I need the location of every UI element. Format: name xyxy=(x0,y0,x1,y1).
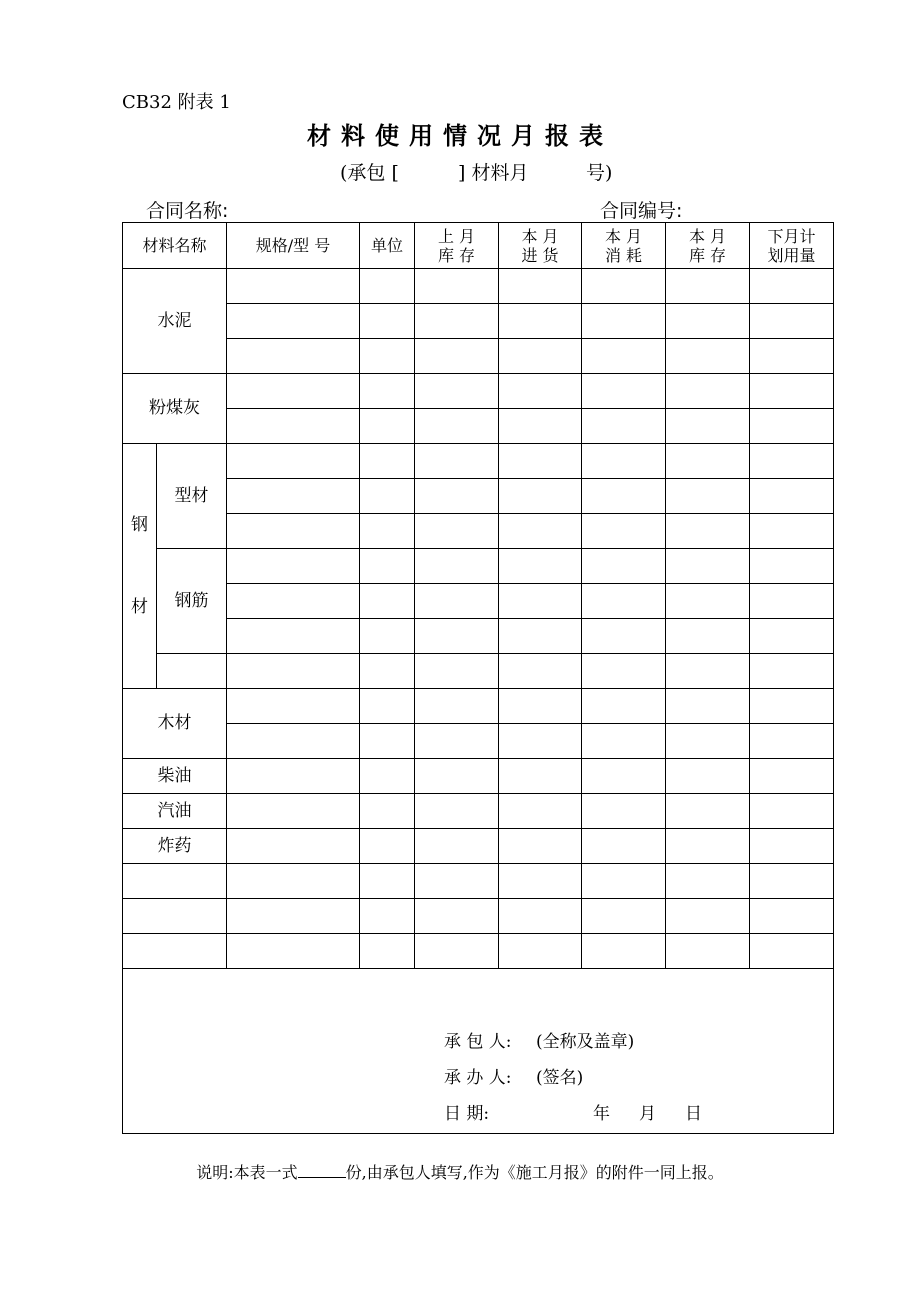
date-month[interactable]: 月 xyxy=(639,1104,656,1124)
table-row xyxy=(123,514,834,549)
form-code: CB32 附表 1 xyxy=(122,92,231,113)
contract-no-label: 合同编号: xyxy=(600,200,683,222)
table-cell[interactable] xyxy=(582,829,666,864)
table-cell[interactable] xyxy=(582,654,666,689)
table-cell[interactable] xyxy=(666,479,750,514)
table-row xyxy=(123,794,834,829)
table-cell[interactable] xyxy=(750,584,834,619)
material-steel-bottom: 材 xyxy=(131,597,148,617)
table-cell[interactable] xyxy=(499,864,582,899)
table-cell[interactable] xyxy=(415,269,499,304)
header-this-month-use-line1: 本 月 xyxy=(604,226,643,246)
table-cell[interactable] xyxy=(227,759,360,794)
table-cell[interactable] xyxy=(227,689,360,724)
date-label: 日 期: xyxy=(444,1104,490,1124)
material-steel xyxy=(123,444,157,689)
table-cell[interactable] xyxy=(499,934,582,969)
table-cell[interactable] xyxy=(227,409,360,444)
table-cell[interactable] xyxy=(666,269,750,304)
table-cell[interactable] xyxy=(360,549,415,584)
table-cell[interactable] xyxy=(360,829,415,864)
table-cell[interactable] xyxy=(582,269,666,304)
table-cell[interactable] xyxy=(666,304,750,339)
material-diesel: 柴油 xyxy=(123,759,227,794)
table-row xyxy=(123,864,834,899)
table-cell[interactable] xyxy=(666,864,750,899)
table-cell[interactable] xyxy=(227,584,360,619)
header-last-month-stock xyxy=(415,223,499,269)
header-this-month-in-line2: 进 货 xyxy=(521,245,559,265)
table-row xyxy=(123,304,834,339)
table-cell[interactable] xyxy=(227,829,360,864)
table-cell[interactable] xyxy=(750,444,834,479)
header-last-month-stock-line2: 库 存 xyxy=(437,245,476,265)
table-cell[interactable] xyxy=(415,339,499,374)
table-row xyxy=(123,619,834,654)
material-report-table xyxy=(122,222,834,1134)
table-cell[interactable] xyxy=(499,339,582,374)
header-unit: 单位 xyxy=(360,223,415,269)
table-cell[interactable] xyxy=(227,374,360,409)
table-cell[interactable] xyxy=(415,409,499,444)
subtitle-suffix: 号) xyxy=(586,162,613,184)
table-cell[interactable] xyxy=(360,374,415,409)
table-cell[interactable] xyxy=(750,549,834,584)
table-cell[interactable] xyxy=(227,549,360,584)
table-cell[interactable] xyxy=(360,864,415,899)
table-cell[interactable] xyxy=(360,269,415,304)
table-cell[interactable] xyxy=(360,689,415,724)
table-cell[interactable] xyxy=(499,549,582,584)
table-cell[interactable] xyxy=(360,619,415,654)
table-cell[interactable] xyxy=(415,899,499,934)
table-cell[interactable] xyxy=(750,374,834,409)
table-cell[interactable] xyxy=(360,409,415,444)
table-row xyxy=(123,654,834,689)
header-this-month-in-line1: 本 月 xyxy=(521,226,559,246)
date-day[interactable]: 日 xyxy=(685,1104,702,1124)
header-next-month-plan xyxy=(750,223,834,269)
page-title: 材料使用情况月报表 xyxy=(307,122,613,150)
table-cell[interactable] xyxy=(582,619,666,654)
table-row xyxy=(123,759,834,794)
table-cell[interactable] xyxy=(750,619,834,654)
table-row xyxy=(123,339,834,374)
table-cell[interactable] xyxy=(227,339,360,374)
table-cell[interactable] xyxy=(666,584,750,619)
header-this-month-stock xyxy=(666,223,750,269)
table-row xyxy=(123,829,834,864)
table-cell[interactable] xyxy=(499,304,582,339)
header-this-month-use-line2: 消 耗 xyxy=(604,245,643,265)
table-cell[interactable] xyxy=(666,899,750,934)
table-cell[interactable] xyxy=(360,759,415,794)
table-cell[interactable] xyxy=(582,409,666,444)
table-cell[interactable] xyxy=(415,514,499,549)
subtitle-close: ] 材料月 xyxy=(458,162,529,184)
table-row xyxy=(123,374,834,409)
table-cell[interactable] xyxy=(750,654,834,689)
table-cell[interactable] xyxy=(123,934,227,969)
table-cell[interactable] xyxy=(499,444,582,479)
table-cell[interactable] xyxy=(750,829,834,864)
table-cell[interactable] xyxy=(415,724,499,759)
material-explosive: 炸药 xyxy=(123,829,227,864)
table-cell[interactable] xyxy=(582,864,666,899)
copies-blank[interactable] xyxy=(298,1163,346,1178)
table-row xyxy=(123,724,834,759)
table-cell[interactable] xyxy=(415,829,499,864)
table-cell[interactable] xyxy=(666,724,750,759)
header-this-month-stock-line2: 库 存 xyxy=(688,245,727,265)
table-row xyxy=(123,269,834,304)
table-cell[interactable] xyxy=(415,689,499,724)
material-flyash: 粉煤灰 xyxy=(123,374,227,444)
table-cell[interactable] xyxy=(415,759,499,794)
table-cell[interactable] xyxy=(582,899,666,934)
table-cell[interactable] xyxy=(666,654,750,689)
table-cell[interactable] xyxy=(750,479,834,514)
table-cell[interactable] xyxy=(360,479,415,514)
table-cell[interactable] xyxy=(227,934,360,969)
table-cell[interactable] xyxy=(582,689,666,724)
table-cell[interactable] xyxy=(227,304,360,339)
table-cell[interactable] xyxy=(499,479,582,514)
header-material-name: 材料名称 xyxy=(123,223,227,269)
table-cell[interactable] xyxy=(360,654,415,689)
table-cell[interactable] xyxy=(750,269,834,304)
table-cell[interactable] xyxy=(360,514,415,549)
table-cell[interactable] xyxy=(499,759,582,794)
header-this-month-use xyxy=(582,223,666,269)
material-section-steel: 型材 xyxy=(157,444,227,549)
table-cell[interactable] xyxy=(415,864,499,899)
table-cell[interactable] xyxy=(582,584,666,619)
table-cell[interactable] xyxy=(666,339,750,374)
material-rebar: 钢筋 xyxy=(157,549,227,654)
table-cell[interactable] xyxy=(666,689,750,724)
table-cell[interactable] xyxy=(415,304,499,339)
table-cell[interactable] xyxy=(582,339,666,374)
subtitle-open: (承包 [ xyxy=(340,162,399,184)
table-cell[interactable] xyxy=(750,864,834,899)
table-cell[interactable] xyxy=(582,934,666,969)
table-cell[interactable] xyxy=(360,794,415,829)
table-cell[interactable] xyxy=(360,934,415,969)
table-cell[interactable] xyxy=(750,759,834,794)
table-cell[interactable] xyxy=(750,409,834,444)
material-cement: 水泥 xyxy=(123,269,227,374)
material-gasoline: 汽油 xyxy=(123,794,227,829)
table-cell[interactable] xyxy=(227,514,360,549)
table-cell[interactable] xyxy=(415,934,499,969)
table-cell[interactable] xyxy=(750,514,834,549)
table-cell[interactable] xyxy=(360,724,415,759)
table-cell[interactable] xyxy=(123,864,227,899)
table-cell[interactable] xyxy=(666,934,750,969)
header-spec: 规格/型 号 xyxy=(227,223,360,269)
table-cell[interactable] xyxy=(582,444,666,479)
footnote-prefix: 说明:本表一式 xyxy=(196,1163,298,1182)
table-cell[interactable] xyxy=(750,724,834,759)
table-cell[interactable] xyxy=(227,794,360,829)
table-cell[interactable] xyxy=(499,794,582,829)
table-cell[interactable] xyxy=(499,899,582,934)
table-cell[interactable] xyxy=(415,584,499,619)
header-row xyxy=(123,223,834,269)
contractor-hint[interactable]: (全称及盖章) xyxy=(536,1032,635,1052)
table-cell[interactable] xyxy=(360,304,415,339)
table-cell[interactable] xyxy=(227,444,360,479)
table-cell[interactable] xyxy=(360,899,415,934)
table-cell[interactable] xyxy=(227,864,360,899)
table-cell[interactable] xyxy=(750,934,834,969)
table-cell[interactable] xyxy=(360,584,415,619)
table-cell[interactable] xyxy=(227,479,360,514)
table-cell[interactable] xyxy=(360,339,415,374)
table-cell[interactable] xyxy=(415,619,499,654)
signature-area xyxy=(123,969,834,1134)
table-row xyxy=(123,479,834,514)
table-cell[interactable] xyxy=(499,619,582,654)
table-row xyxy=(123,689,834,724)
table-cell[interactable] xyxy=(666,549,750,584)
table-cell[interactable] xyxy=(666,374,750,409)
table-cell[interactable] xyxy=(415,444,499,479)
table-cell[interactable] xyxy=(499,269,582,304)
material-timber: 木材 xyxy=(123,689,227,759)
table-cell[interactable] xyxy=(582,794,666,829)
table-cell[interactable] xyxy=(582,514,666,549)
table-cell[interactable] xyxy=(499,514,582,549)
table-cell[interactable] xyxy=(750,339,834,374)
header-last-month-stock-line1: 上 月 xyxy=(437,226,476,246)
table-cell[interactable] xyxy=(499,829,582,864)
table-cell[interactable] xyxy=(415,549,499,584)
handler-label: 承 办 人: xyxy=(444,1068,512,1088)
table-cell[interactable] xyxy=(666,619,750,654)
date-year[interactable]: 年 xyxy=(593,1104,610,1124)
table-cell[interactable] xyxy=(499,374,582,409)
table-row xyxy=(123,899,834,934)
table-cell[interactable] xyxy=(227,899,360,934)
table-cell[interactable] xyxy=(666,829,750,864)
table-cell[interactable] xyxy=(499,584,582,619)
table-cell[interactable] xyxy=(415,374,499,409)
header-next-month-plan-line2: 划用量 xyxy=(767,245,816,265)
contract-name-label: 合同名称: xyxy=(146,200,229,222)
table-cell[interactable] xyxy=(499,724,582,759)
steel-blank-subcategory[interactable] xyxy=(157,654,227,689)
table-cell[interactable] xyxy=(666,514,750,549)
table-cell[interactable] xyxy=(227,619,360,654)
table-cell[interactable] xyxy=(582,549,666,584)
table-row xyxy=(123,934,834,969)
table-cell[interactable] xyxy=(227,269,360,304)
table-cell[interactable] xyxy=(227,724,360,759)
table-cell[interactable] xyxy=(415,479,499,514)
table-cell[interactable] xyxy=(750,689,834,724)
table-cell[interactable] xyxy=(360,444,415,479)
footnote xyxy=(0,1160,920,1183)
contractor-label: 承 包 人: xyxy=(444,1032,512,1052)
signature-row xyxy=(123,969,834,1134)
table-cell[interactable] xyxy=(666,759,750,794)
material-steel-top: 钢 xyxy=(131,515,148,535)
table-cell[interactable] xyxy=(499,654,582,689)
table-cell[interactable] xyxy=(582,479,666,514)
table-cell[interactable] xyxy=(582,724,666,759)
table-cell[interactable] xyxy=(750,794,834,829)
table-cell[interactable] xyxy=(582,304,666,339)
table-cell[interactable] xyxy=(666,444,750,479)
table-cell[interactable] xyxy=(499,689,582,724)
handler-hint[interactable]: (签名) xyxy=(536,1068,584,1088)
footnote-suffix: 份,由承包人填写,作为《施工月报》的附件一同上报。 xyxy=(345,1163,724,1182)
table-cell[interactable] xyxy=(499,409,582,444)
table-row xyxy=(123,584,834,619)
table-cell[interactable] xyxy=(750,899,834,934)
table-row xyxy=(123,409,834,444)
header-this-month-in xyxy=(499,223,582,269)
table-cell[interactable] xyxy=(415,654,499,689)
table-cell[interactable] xyxy=(582,374,666,409)
table-row xyxy=(123,444,834,479)
table-cell[interactable] xyxy=(227,654,360,689)
table-cell[interactable] xyxy=(666,409,750,444)
table-cell[interactable] xyxy=(415,794,499,829)
table-cell[interactable] xyxy=(750,304,834,339)
table-cell[interactable] xyxy=(123,899,227,934)
header-next-month-plan-line1: 下月计 xyxy=(767,226,816,246)
table-cell[interactable] xyxy=(666,794,750,829)
table-cell[interactable] xyxy=(582,759,666,794)
header-this-month-stock-line1: 本 月 xyxy=(688,226,727,246)
table-row xyxy=(123,549,834,584)
